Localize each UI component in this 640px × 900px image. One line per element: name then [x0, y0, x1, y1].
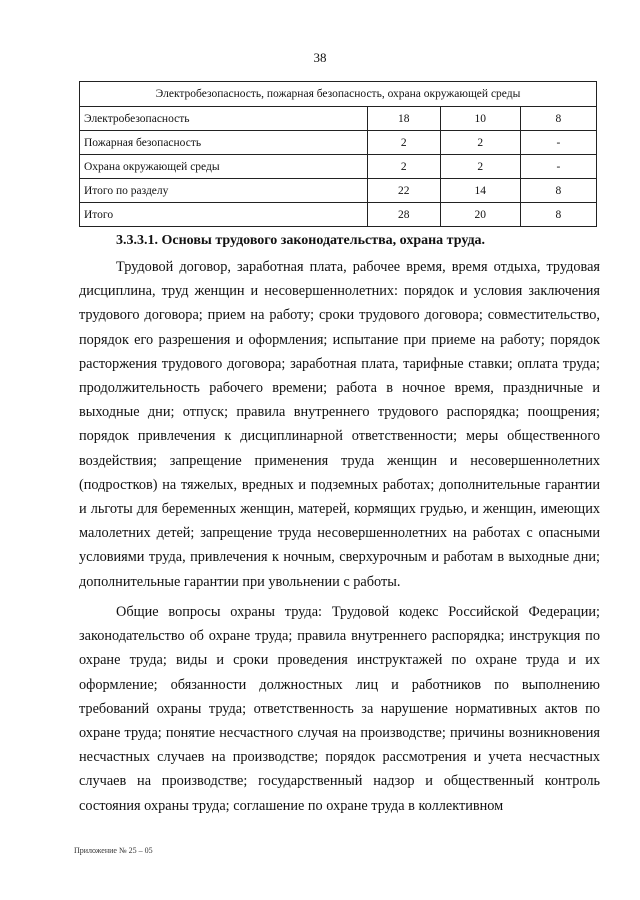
table-cell-total: 28 — [367, 203, 440, 227]
table-cell-practice: 8 — [520, 179, 596, 203]
table-body — [80, 82, 597, 227]
table-cell-total: 22 — [367, 179, 440, 203]
table-cell-total: 2 — [367, 155, 440, 179]
table-cell-practice: - — [520, 155, 596, 179]
table-cell-theory: 14 — [440, 179, 520, 203]
table-row — [80, 203, 597, 227]
table-cell-practice: 8 — [520, 107, 596, 131]
table-cell-total: 18 — [367, 107, 440, 131]
table-section-header: Электробезопасность, пожарная безопасность, охрана окружающей среды — [80, 82, 597, 107]
table-cell-theory: 2 — [440, 131, 520, 155]
table-cell-theory: 2 — [440, 155, 520, 179]
page-number: 38 — [313, 50, 327, 65]
table-cell-name: Пожарная безопасность — [80, 131, 368, 155]
hours-table — [79, 81, 597, 227]
table-row — [80, 179, 597, 203]
table-cell-theory: 10 — [440, 107, 520, 131]
table-row — [80, 107, 597, 131]
table-row — [80, 155, 597, 179]
table-section-header-row — [80, 82, 597, 107]
table-cell-practice: 8 — [520, 203, 596, 227]
paragraph: Общие вопросы охраны труда: Трудовой кодекс Российской Федерации; законодательство об охране труда; правила внутреннего распорядка; инструкция по охране труда; виды и сроки проведения инструктажей по охране труда и их оформление; обязанности должностных лиц и работников по выполнению требований охраны труда; ответственность за нарушение нормативных актов по охране труда; понятие несчастного случая на производстве; причины возникновения несчастных случаев на производстве; порядок рассмотрения и учета несчастных случаев на производстве; государственный надзор и общественный контроль состояния охраны труда; соглашение по охране труда в коллективном — [79, 604, 600, 814]
table-cell-theory: 20 — [440, 203, 520, 227]
table-cell-total: 2 — [367, 131, 440, 155]
table-cell-name: Итого — [80, 203, 368, 227]
paragraph: Трудовой договор, заработная плата, рабочее время, время отдыха, трудовая дисциплина, труд женщин и несовершеннолетних: порядок и условия заключения трудового договора; прием на работу; сроки трудового договора; совместительство, порядок его разрешения и оформления; испытание при приеме на работу; порядок расторжения трудового договора; заработная плата, тарифные ставки; оплата труда; продолжительность рабочего времени; работа в ночное время, праздничные и выходные дни; отпуск; правила внутреннего трудового распорядка; поощрения; порядок привлечения к дисциплинарной ответственности; меры общественного воздействия; запрещение применения труда женщин и несовершеннолетних (подростков) на тяжелых, вредных и подземных работах; дополнительные гарантии и льготы для беременных женщин, матерей, кормящих грудью, и женщин, имеющих малолетних детей; запрещение труда несовершеннолетних на работах с опасными условиями труда, привлечения к ночным, сверхурочным и работам в выходные дни; дополнительные гарантии при увольнении с работы. — [79, 259, 600, 590]
section-heading: 3.3.3.1. Основы трудового законодательства, охрана труда. — [116, 233, 486, 248]
table-cell-practice: - — [520, 131, 596, 155]
footer-note: Приложение № 25 – 05 — [74, 846, 153, 855]
table-row — [80, 131, 597, 155]
table-cell-name: Электробезопасность — [80, 107, 368, 131]
table-cell-name: Итого по разделу — [80, 179, 368, 203]
table-cell-name: Охрана окружающей среды — [80, 155, 368, 179]
